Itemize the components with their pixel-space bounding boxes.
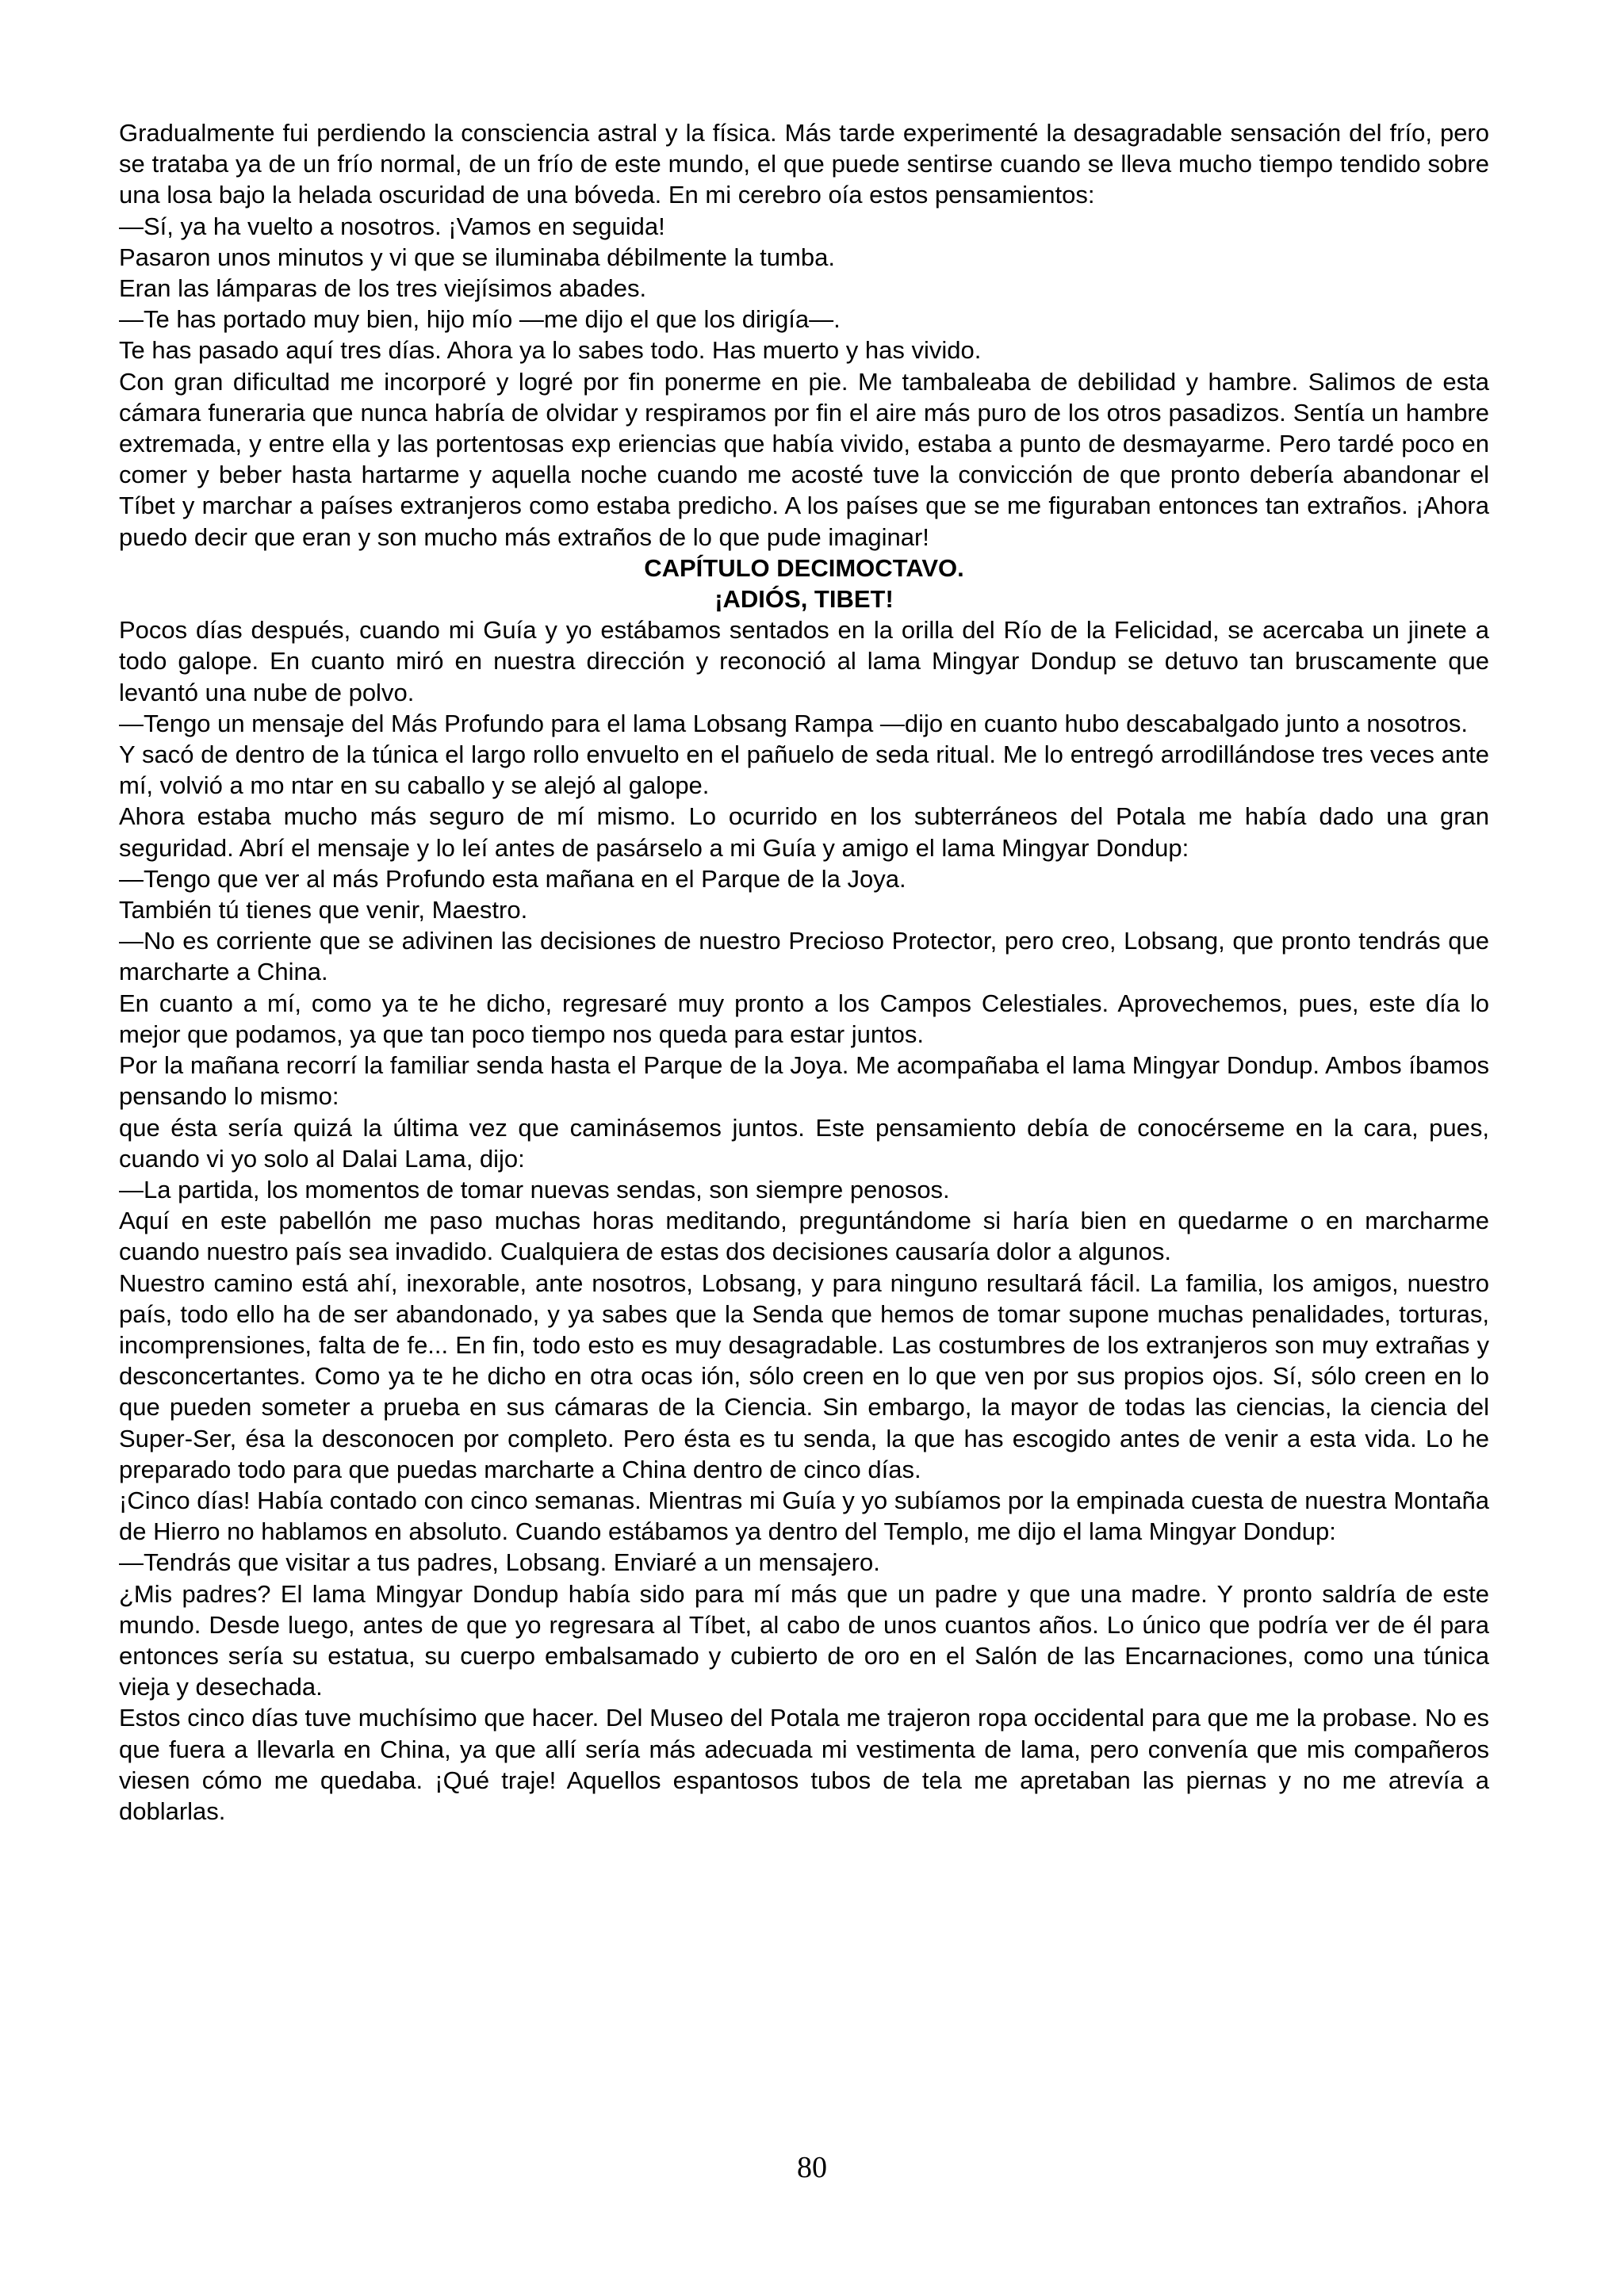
paragraph: Estos cinco días tuve muchísimo que hacer. Del Museo del Potala me trajeron ropa occidental para que me la probase. No es que fuera a llevarla en China, ya que allí sería más adecuada mi vestimenta de lama, pero convenía que mis compañeros viesen cómo me quedaba. ¡Qué traje! Aquellos espantosos tubos de tela me apretaban las piernas y no me atrevía a doblarlas.	[119, 1704, 1489, 1825]
paragraph: Aquí en este pabellón me paso muchas horas meditando, preguntándome si haría bien en quedarme o en marcharme cuando nuestro país sea invadido. Cualquiera de estas dos decisiones causaría dolor a algunos.	[119, 1207, 1489, 1266]
paragraph: ¿Mis padres? El lama Mingyar Dondup había sido para mí más que un padre y que una madre. Y pronto saldría de este mundo. Desde luego, antes de que yo regresara al Tíbet, al cabo de unos cuantos años. Lo único que podría ver de él para entonces sería su estatua, su cuerpo embalsamado y cubierto de oro en el Salón de las Encarnaciones, como una túnica vieja y desechada.	[119, 1579, 1489, 1701]
paragraph: Por la mañana recorrí la familiar senda hasta el Parque de la Joya. Me acompañaba el lama Mingyar Dondup. Ambos íbamos pensando lo mismo:	[119, 1051, 1489, 1111]
paragraph: que ésta sería quizá la última vez que caminásemos juntos. Este pensamiento debía de conocérseme en la cara, pues, cuando vi yo solo al Dalai Lama, dijo:	[119, 1113, 1489, 1173]
chapter-title-heading: ¡ADIÓS, TIBET!	[714, 585, 894, 614]
page-number: 80	[797, 2151, 827, 2184]
paragraph: —Tengo que ver al más Profundo esta mañana en el Parque de la Joya.	[119, 864, 906, 893]
paragraph: —Tendrás que visitar a tus padres, Lobsang. Enviaré a un mensajero.	[119, 1548, 880, 1577]
chapter-number-heading: CAPÍTULO DECIMOCTAVO.	[644, 553, 964, 582]
paragraph: —Te has portado muy bien, hijo mío —me dijo el que los dirigía—.	[119, 305, 841, 334]
paragraph: Gradualmente fui perdiendo la consciencia astral y la física. Más tarde experimenté la desagradable sensación del frío, pero se trataba ya de un frío normal, de un frío de este mundo, el que puede sentirse cuando se lleva mucho tiempo tendido sobre una losa bajo la helada oscuridad de una bóveda. En mi cerebro oía estos pensamientos:	[119, 119, 1489, 209]
paragraph: ¡Cinco días! Había contado con cinco semanas. Mientras mi Guía y yo subíamos por la empinada cuesta de nuestra Montaña de Hierro no hablamos en absoluto. Cuando estábamos ya dentro del Templo, me dijo el lama Mingyar Dondup:	[119, 1486, 1489, 1546]
paragraph: Eran las lámparas de los tres viejísimos abades.	[119, 274, 647, 303]
paragraph: Te has pasado aquí tres días. Ahora ya lo sabes todo. Has muerto y has vivido.	[119, 336, 982, 365]
paragraph: También tú tienes que venir, Maestro.	[119, 896, 528, 924]
paragraph: —Tengo un mensaje del Más Profundo para el lama Lobsang Rampa —dijo en cuanto hubo descabalgado junto a nosotros.	[119, 709, 1468, 737]
paragraph: Y sacó de dentro de la túnica el largo rollo envuelto en el pañuelo de seda ritual. Me lo entregó arrodillándose tres veces ante mí, volvió a mo ntar en su caballo y se alejó al galope.	[119, 740, 1489, 800]
paragraph: Con gran dificultad me incorporé y logré por fin ponerme en pie. Me tambaleaba de debilidad y hambre. Salimos de esta cámara funeraria que nunca habría de olvidar y respiramos por fin el aire más puro de los otros pasadizos. Sentía un hambre extremada, y entre ella y las portentosas exp eriencias que había vivido, estaba a punto de desmayarme. Pero tardé poco en comer y beber hasta hartarme y aquella noche cuando me acosté tuve la convicción de que pronto debería abandonar el Tíbet y marchar a países extranjeros como estaba predicho. A los países que se me figuraban entonces tan extraños. ¡Ahora puedo decir que eran y son mucho más extraños de lo que pude imaginar!	[119, 367, 1489, 551]
page-body	[119, 117, 1489, 1827]
paragraph: —La partida, los momentos de tomar nuevas sendas, son siempre penosos.	[119, 1175, 950, 1203]
paragraph: En cuanto a mí, como ya te he dicho, regresaré muy pronto a los Campos Celestiales. Aprovechemos, pues, este día lo mejor que podamos, ya que tan poco tiempo nos queda para estar juntos.	[119, 989, 1489, 1048]
paragraph: Pasaron unos minutos y vi que se iluminaba débilmente la tumba.	[119, 243, 835, 271]
paragraph: Nuestro camino está ahí, inexorable, ante nosotros, Lobsang, y para ninguno resultará fácil. La familia, los amigos, nuestro país, todo ello ha de ser abandonado, y ya sabes que la Senda que hemos de tomar supone muchas penalidades, torturas, incomprensiones, falta de fe... En fin, todo esto es muy desagradable. Las costumbres de los extranjeros son muy extrañas y desconcertantes. Como ya te he dicho en otra ocas ión, sólo creen en lo que ven por sus propios ojos. Sí, sólo creen en lo que pueden someter a prueba en sus cámaras de la Ciencia. Sin embargo, la mayor de todas las ciencias, la ciencia del Super-Ser, ésa la desconocen por completo. Pero ésta es tu senda, la que has escogido antes de venir a esta vida. Lo he preparado todo para que puedas marcharte a China dentro de cinco días.	[119, 1269, 1489, 1483]
paragraph: —Sí, ya ha vuelto a nosotros. ¡Vamos en seguida!	[119, 212, 665, 240]
paragraph: Ahora estaba mucho más seguro de mí mismo. Lo ocurrido en los subterráneos del Potala me había dado una gran seguridad. Abrí el mensaje y lo leí antes de pasárselo a mi Guía y amigo el lama Mingyar Dondup:	[119, 802, 1489, 862]
paragraph: Pocos días después, cuando mi Guía y yo estábamos sentados en la orilla del Río de la Felicidad, se acercaba un jinete a todo galope. En cuanto miró en nuestra dirección y reconoció al lama Mingyar Dondup se detuvo tan bruscamente que levantó una nube de polvo.	[119, 616, 1489, 706]
paragraph: —No es corriente que se adivinen las decisiones de nuestro Precioso Protector, pero creo, Lobsang, que pronto tendrás que marcharte a China.	[119, 927, 1489, 986]
